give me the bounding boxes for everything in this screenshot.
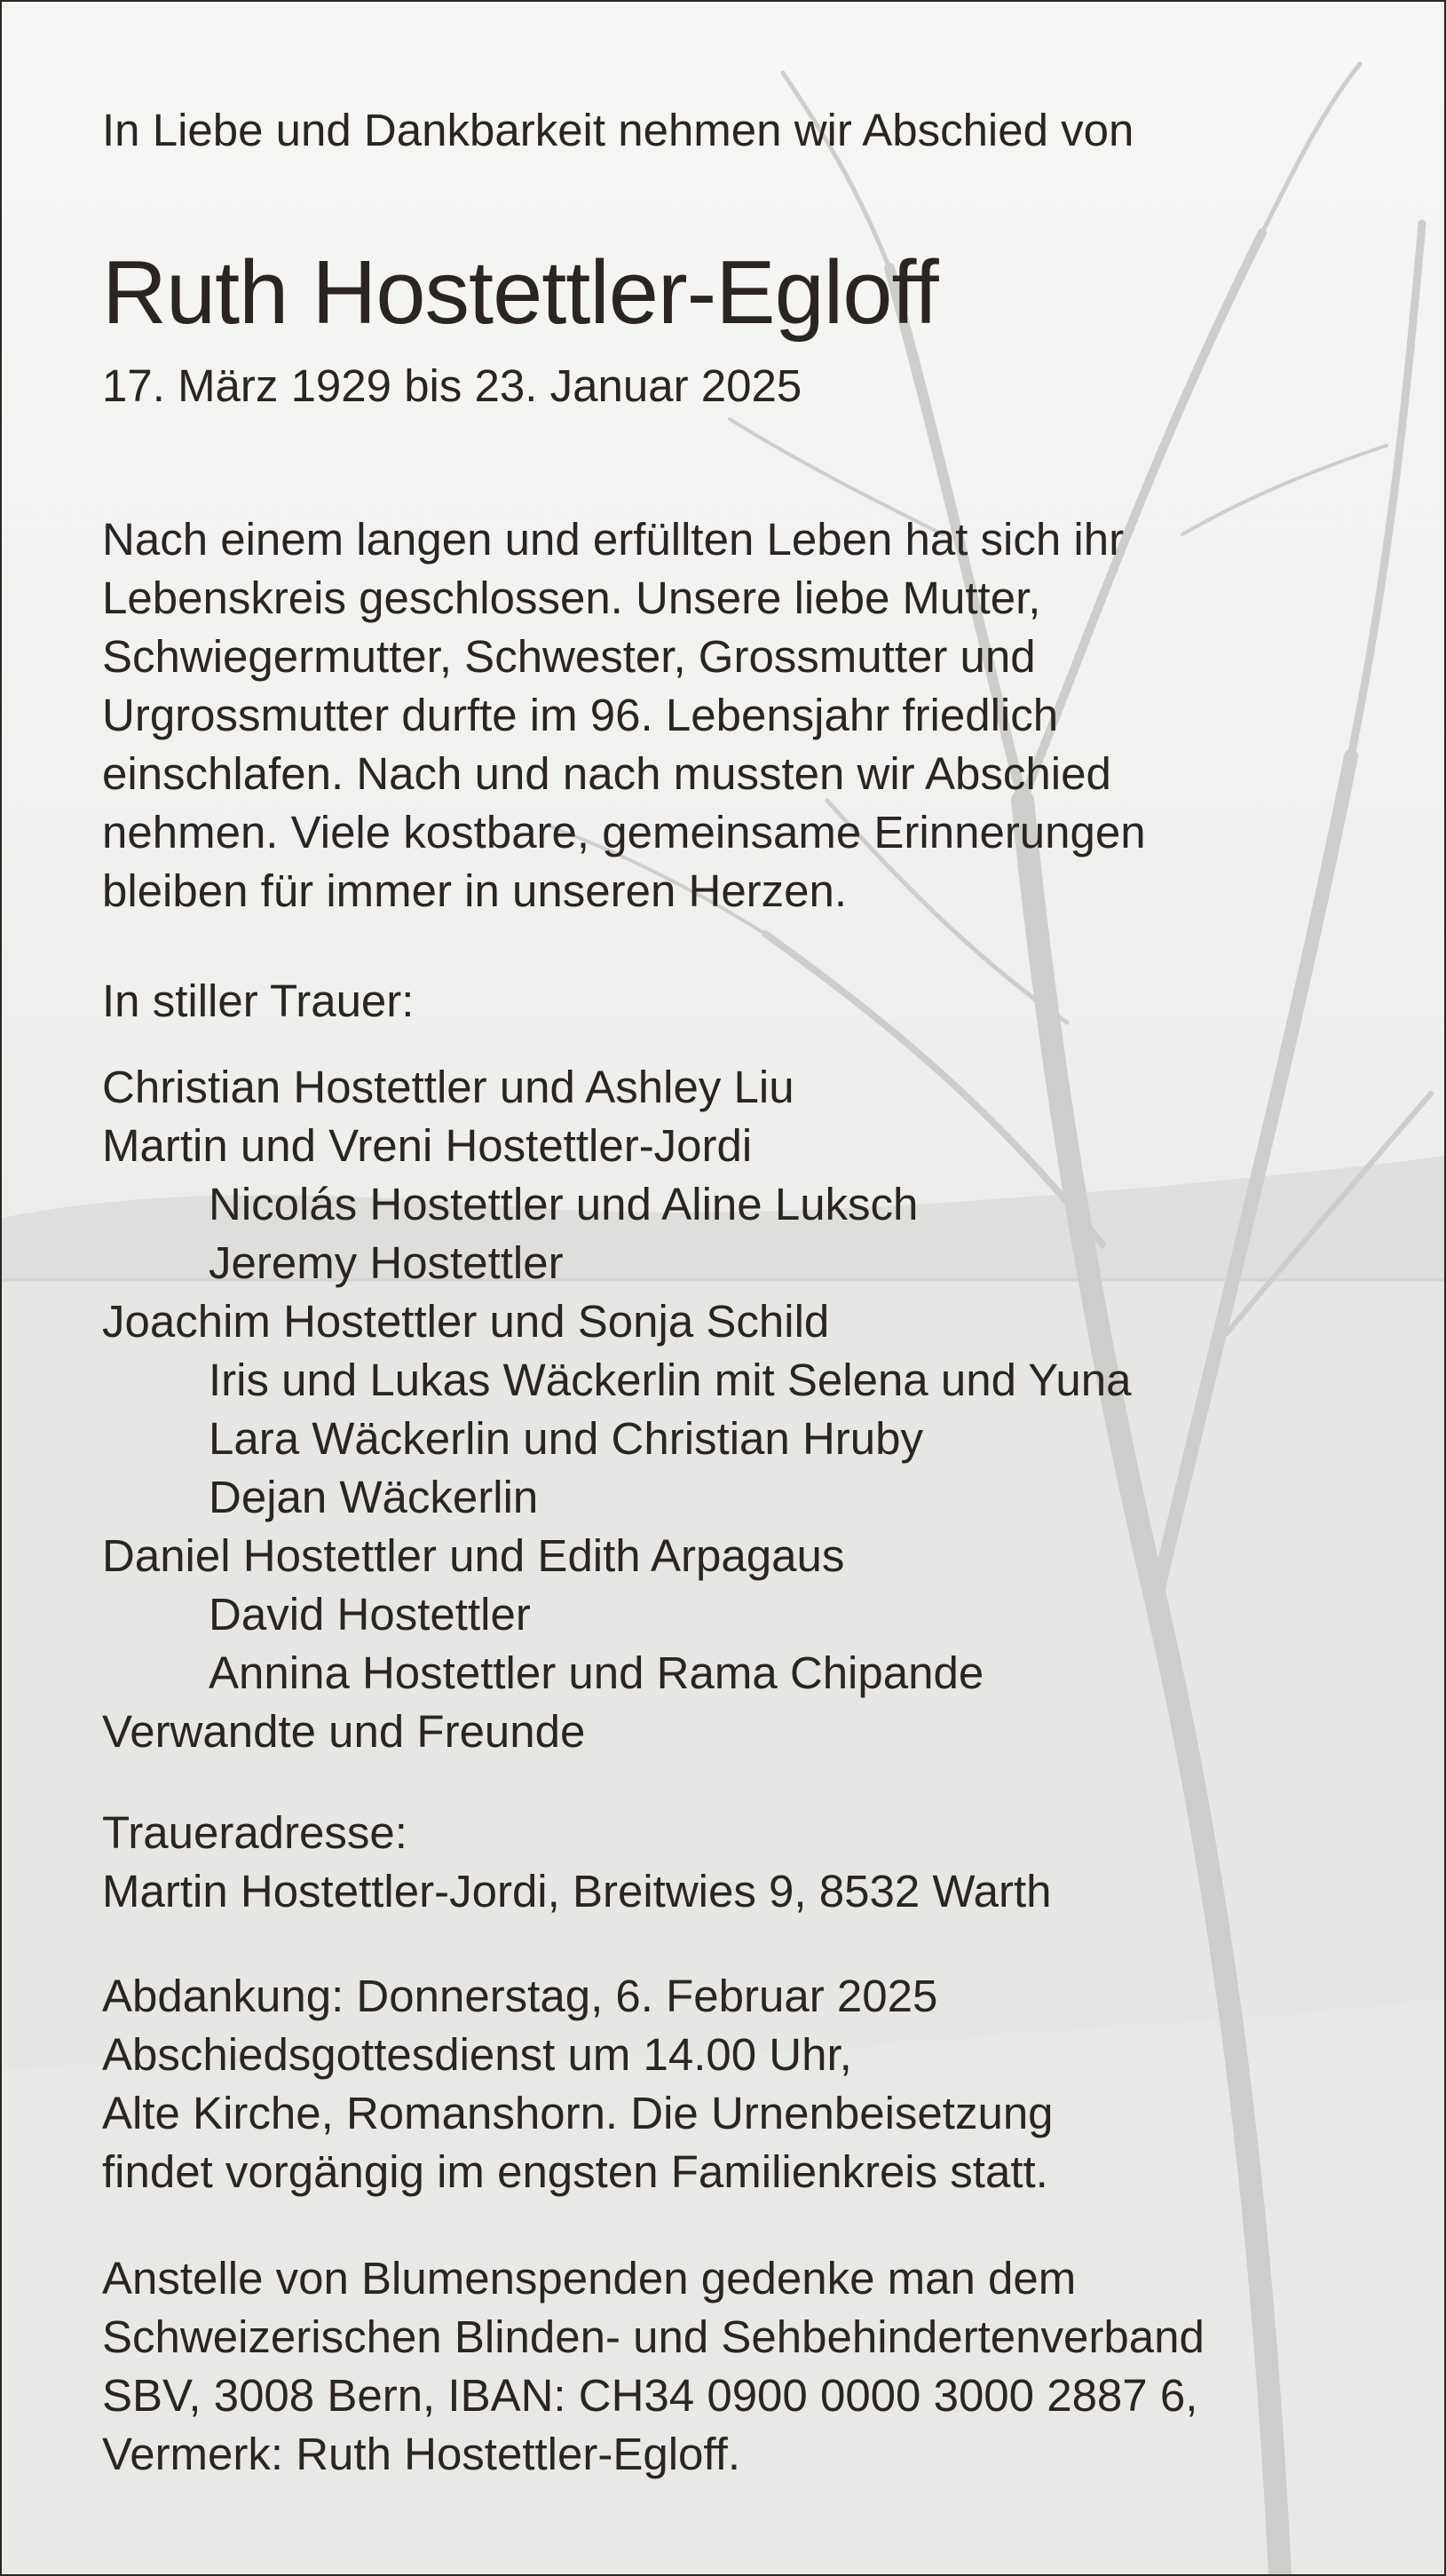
- ceremony-line: Abschiedsgottesdienst um 14.00 Uhr,: [102, 2029, 852, 2080]
- intro-line: In Liebe und Dankbarkeit nehmen wir Abschied von: [102, 105, 1134, 155]
- deceased-name: Ruth Hostettler-Egloff: [102, 243, 938, 343]
- ceremony-info: [102, 1967, 1054, 2201]
- paragraph-line: nehmen. Viele kostbare, gemeinsame Erinnerungen: [102, 807, 1146, 857]
- mourners-list: [102, 1058, 1131, 1761]
- mourner-entry: Iris und Lukas Wäckerlin mit Selena und Yuna: [209, 1355, 1132, 1405]
- donation-info: [102, 2249, 1205, 2484]
- ceremony-line: Alte Kirche, Romanshorn. Die Urnenbeisetzung: [102, 2088, 1054, 2138]
- mourner-entry: Annina Hostettler und Rama Chipande: [209, 1648, 984, 1698]
- mourner-entry: Lara Wäckerlin und Christian Hruby: [209, 1413, 923, 1464]
- mourner-entry: Daniel Hostettler und Edith Arpagaus: [102, 1530, 845, 1581]
- donation-line: Vermerk: Ruth Hostettler-Egloff.: [102, 2429, 741, 2479]
- paragraph-line: einschlafen. Nach und nach mussten wir Abschied: [102, 748, 1111, 799]
- donation-line: Schweizerischen Blinden- und Sehbehindertenverband: [102, 2311, 1205, 2362]
- donation-line: SBV, 3008 Bern, IBAN: CH34 0900 0000 3000 2887 6,: [102, 2370, 1198, 2421]
- paragraph-line: Lebenskreis geschlossen. Unsere liebe Mutter,: [102, 573, 1041, 623]
- mourners-heading: In stiller Trauer:: [102, 976, 415, 1026]
- paragraph-line: Schwiegermutter, Schwester, Grossmutter und: [102, 631, 1036, 682]
- mourner-entry: Joachim Hostettler und Sonja Schild: [102, 1296, 830, 1347]
- paragraph-line: bleiben für immer in unseren Herzen.: [102, 865, 848, 916]
- mourner-entry: Christian Hostettler und Ashley Liu: [102, 1062, 794, 1112]
- paragraph-line: Urgrossmutter durfte im 96. Lebensjahr friedlich: [102, 690, 1059, 740]
- life-dates: 17. März 1929 bis 23. Januar 2025: [102, 360, 802, 411]
- mourning-address: [102, 1804, 1051, 1921]
- mourner-entry: Dejan Wäckerlin: [209, 1472, 539, 1522]
- ceremony-line: Abdankung: Donnerstag, 6. Februar 2025: [102, 1971, 938, 2021]
- donation-line: Anstelle von Blumenspenden gedenke man dem: [102, 2253, 1077, 2303]
- mourner-entry: Martin und Vreni Hostettler-Jordi: [102, 1120, 753, 1171]
- paragraph-line: Nach einem langen und erfüllten Leben hat sich ihr: [102, 514, 1125, 565]
- ceremony-line: findet vorgängig im engsten Familienkreis statt.: [102, 2146, 1048, 2197]
- mourner-entry: Nicolás Hostettler und Aline Luksch: [209, 1179, 919, 1229]
- mourner-entry: Verwandte und Freunde: [102, 1706, 586, 1757]
- address-value: Martin Hostettler-Jordi, Breitwies 9, 8532 Warth: [102, 1866, 1052, 1916]
- tribute-paragraph: [102, 510, 1146, 921]
- mourner-entry: David Hostettler: [209, 1589, 531, 1640]
- mourner-entry: Jeremy Hostettler: [209, 1237, 564, 1288]
- address-label: Traueradresse:: [102, 1807, 407, 1858]
